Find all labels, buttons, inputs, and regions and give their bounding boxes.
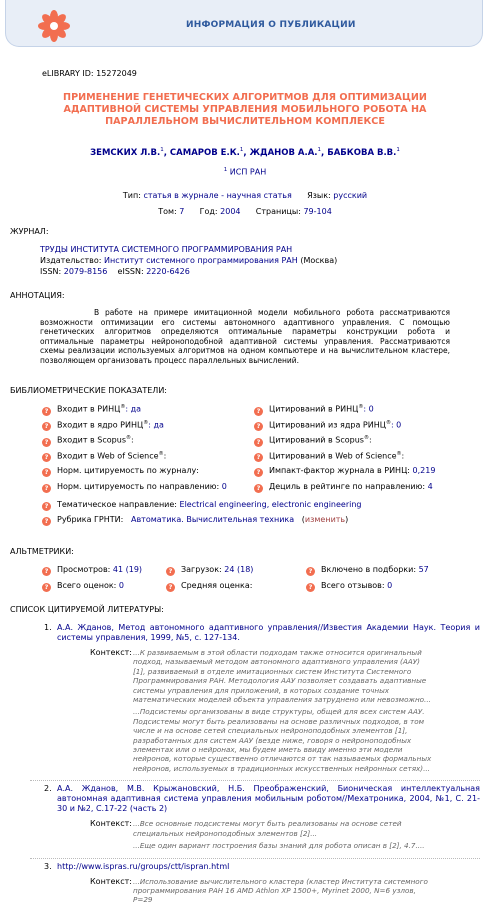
help-icon[interactable]: ?: [42, 517, 51, 526]
reference-item: 1. А.А. Жданов, Метод автономного адаптивного управления//Известия Академии Наук. Теория и системы управления, 1999, №5, с. 127-134. Контекст: ...К развиваемым в этой области подходам также относится оригинальный подход, называемый методом автономного адаптивного управления (ААУ) [1], развиваемый в отделе имитационных систем Института Системного Программирования РАН. Методология ААУ позволяет создавать адаптивные системы управления для приложений, в которых создание точных математических моделей объекта управления затруднено или невозможно... ...Подсистемы организованы в виде структуры, общей для всех систем ААУ. Подсистемы могут быть реализованы на основе различных подходов, в том числе и на основе сетей специальных нейроноподобных элементов [1], разработанных для систем ААУ (везде ниже, говоря о нейроноподобных элементах или о нейронах, мы будем иметь ввиду именно эти модели нейронов, которые существенно отличаются от так называемых формальных нейронов, используемых в традиционных искусственных нейронных сетях)...: [30, 623, 480, 776]
author-link[interactable]: БАБКОВА В.В.$^1$: [327, 147, 400, 158]
context-text: ...Еще один вариант построения базы знаний для робота описан в [2], 4.7....: [133, 841, 425, 851]
reference-context: Контекст: ...Использование вычислительного кластера (кластер Института системного программирования РАН 16 AMD Athlon XP 1500+, Myrinet 2000, N=6 узлов, P=29: [90, 877, 480, 908]
reference-context: Контекст: ...Все основные подсистемы могут быть реализованы на основе сетей специальных нейроноподобных элементов [2]... ...Еще один вариант построения базы знаний для робота описан в [2], 4.7....: [90, 819, 480, 853]
volume-value: 7: [179, 207, 185, 216]
metric-row: ? Входит в Web of Science®: ? Цитирований в Web of Science®:: [42, 451, 472, 467]
references-heading: СПИСОК ЦИТИРУЕМОЙ ЛИТЕРАТУРЫ:: [10, 605, 164, 614]
context-text: ...Использование вычислительного кластера (кластер Института системного программирования РАН 16 AMD Athlon XP 1500+, Myrinet 2000, N=6 узлов, P=29: [133, 876, 428, 905]
divider: [30, 858, 480, 859]
context-text: ...К развиваемым в этой области подходам также относится оригинальный подход, называемый методом автономного адаптивного управления (ААУ) [1], развиваемый в отделе имитационных систем Института Системного Программирования РАН. Методология ААУ позволяет создавать адаптивные системы управления для приложений, в которых создание точных математических моделей объекта управления затруднено или невозможно...: [133, 648, 431, 705]
page-header: [5, 0, 483, 47]
biblio-heading: БИБЛИОМЕТРИЧЕСКИЕ ПОКАЗАТЕЛИ:: [10, 386, 167, 395]
affiliation-link[interactable]: ИСП РАН: [229, 167, 267, 177]
author-link[interactable]: САМАРОВ Е.К.$^1$: [169, 147, 244, 158]
reference-item: 2. А.А. Жданов, М.В. Крыжановский, Н.Б. Преображенский, Бионическая интеллектуальная автономная адаптивная система управления мобильным роботом//Мехатроника, 2004, №1, С. 21-30 и №2, С.17-22 (часть 2) Контекст: ...Все основные подсистемы могут быть реализованы на основе сетей специальных нейроноподобных элементов [2]... ...Еще один вариант построения базы знаний для робота описан в [2], 4.7....: [30, 784, 480, 853]
help-icon[interactable]: ?: [42, 438, 51, 447]
help-icon[interactable]: ?: [254, 484, 263, 493]
reference-item: 3. http://www.ispras.ru/groups/ctt/ispran.html Контекст: ...Использование вычислительного кластера (кластер Института системного программирования РАН 16 AMD Athlon XP 1500+, Myrinet 2000, N=6 узлов, P=29: [30, 862, 480, 908]
year-value: 2004: [220, 207, 241, 216]
help-icon[interactable]: ?: [42, 453, 51, 462]
help-icon[interactable]: ?: [254, 468, 263, 477]
metric-row: ? Норм. цитируемость по направлению: 0 ? Дециль в рейтинге по направлению: 4: [42, 482, 472, 498]
help-icon[interactable]: ?: [166, 567, 175, 576]
altmetric-row: ? Просмотров: 41 (19) ? Загрузок: 24 (18) ? Включено в подборки: 57: [42, 565, 472, 581]
header-title: ИНФОРМАЦИЯ О ПУБЛИКАЦИИ: [186, 20, 356, 30]
elibrary-logo-icon: [38, 10, 70, 42]
help-icon[interactable]: ?: [306, 583, 315, 592]
pages-value: 79-104: [303, 207, 332, 216]
help-icon[interactable]: ?: [254, 422, 263, 431]
altmetrics-block: [42, 565, 472, 596]
author-link[interactable]: ЖДАНОВ А.А.$^1$: [249, 147, 322, 158]
reference-link[interactable]: http://www.ispras.ru/groups/ctt/ispran.html: [57, 861, 230, 871]
help-icon[interactable]: ?: [42, 407, 51, 416]
journal-heading: ЖУРНАЛ:: [10, 227, 49, 236]
metric-row: ? Входит в Scopus®: ? Цитирований в Scopus®:: [42, 435, 472, 451]
publication-title: ПРИМЕНЕНИЕ ГЕНЕТИЧЕСКИХ АЛГОРИТМОВ ДЛЯ ОПТИМИЗАЦИИ АДАПТИВНОЙ СИСТЕМЫ УПРАВЛЕНИЯ МОБИЛЬНОГО РОБОТА НА ПАРАЛЛЕЛЬНОМ ВЫЧИСЛИТЕЛЬНОМ КОМПЛЕКСЕ: [63, 92, 427, 127]
grnti-change-link[interactable]: изменить: [304, 515, 346, 525]
help-icon[interactable]: ?: [42, 422, 51, 431]
language-value: русский: [333, 191, 368, 200]
thematic-link[interactable]: Electrical engineering, electronic engineering: [179, 499, 362, 509]
help-icon[interactable]: ?: [42, 468, 51, 477]
affiliation: $^1$ ИСП РАН: [223, 167, 267, 177]
help-icon[interactable]: ?: [42, 567, 51, 576]
authors-list: ЗЕМСКИХ Л.В.$^1$, САМАРОВ Е.К.$^1$, ЖДАНОВ А.А.$^1$, БАБКОВА В.В.$^1$: [90, 147, 400, 158]
grnti-row: ? Рубрика ГРНТИ: Автоматика. Вычислительная техника (изменить): [42, 515, 472, 531]
help-icon[interactable]: ?: [254, 438, 263, 447]
help-icon[interactable]: ?: [42, 484, 51, 493]
help-icon[interactable]: ?: [166, 583, 175, 592]
metric-row: ? Входит в ядро РИНЦ®: да ? Цитирований из ядра РИНЦ®: 0: [42, 420, 472, 436]
annotation-text: В работе на примере имитационной модели мобильного робота рассматриваются возможности оптимизации его системы автономного адаптивного управления. С помощью генетических алгоритмов определяются оптимальные параметры конструкции робота и оптимальные параметры нейроноподобной адаптивной системы управления. Рассматриваются схемы реализации используемых алгоритмов на одном компьютере и на вычислительном кластере, позволяющем организовать процесс параллельных вычислений.: [40, 308, 450, 365]
altmetrics-heading: АЛЬТМЕТРИКИ:: [10, 547, 74, 556]
elibrary-id: eLIBRARY ID: 15272049: [42, 69, 137, 78]
annotation-heading: АННОТАЦИЯ:: [10, 291, 65, 300]
author-link[interactable]: ЗЕМСКИХ Л.В.$^1$: [90, 147, 164, 158]
publisher-link[interactable]: Институт системного программирования РАН: [104, 256, 298, 265]
reference-link[interactable]: А.А. Жданов, Метод автономного адаптивного управления//Известия Академии Наук. Теория и системы управления, 1999, №5, с. 127-134.: [57, 623, 480, 642]
help-icon[interactable]: ?: [42, 583, 51, 592]
biblio-metrics: [42, 404, 472, 531]
help-icon[interactable]: ?: [254, 453, 263, 462]
reference-link[interactable]: А.А. Жданов, М.В. Крыжановский, Н.Б. Преображенский, Бионическая интеллектуальная автономная адаптивная система управления мобильным роботом//Мехатроника, 2004, №1, С. 21-30 и №2, С.17-22 (часть 2): [57, 784, 480, 814]
metric-row: ? Норм. цитируемость по журналу: ? Импакт-фактор журнала в РИНЦ: 0,219: [42, 466, 472, 482]
pub-type-value: статья в журнале - научная статья: [143, 191, 292, 200]
thematic-row: ? Тематическое направление: Electrical engineering, electronic engineering: [42, 500, 472, 516]
references-list: [30, 623, 480, 912]
journal-name-link[interactable]: ТРУДЫ ИНСТИТУТА СИСТЕМНОГО ПРОГРАММИРОВАНИЯ РАН: [40, 245, 293, 254]
pub-type-row: Тип: статья в журнале - научная статья Язык: русский: [122, 191, 368, 200]
pub-volume-row: Том: 7 Год: 2004 Страницы: 79-104: [158, 207, 332, 216]
help-icon[interactable]: ?: [254, 407, 263, 416]
altmetric-row: ? Всего оценок: 0 ? Средняя оценка: ? Всего отзывов: 0: [42, 581, 472, 597]
metric-row: ? Входит в РИНЦ®: да ? Цитирований в РИНЦ®: 0: [42, 404, 472, 420]
journal-block: ТРУДЫ ИНСТИТУТА СИСТЕМНОГО ПРОГРАММИРОВАНИЯ РАН Издательство: Институт системного программирования РАН (Москва) ISSN: 2079-8156 eISSN: 2220-6426: [40, 245, 338, 276]
help-icon[interactable]: ?: [306, 567, 315, 576]
grnti-link[interactable]: Автоматика. Вычислительная техника: [130, 515, 295, 525]
context-text: ...Подсистемы организованы в виде структуры, общей для всех систем ААУ. Подсистемы могут быть реализованы на основе различных подходов, в том числе и на основе сетей специальных нейроноподобных элементов [1], разработанных для систем ААУ (везде ниже, говоря о нейроноподобных элементах или о нейронах, мы будем иметь ввиду именно эти модели нейронов, которые существенно отличаются от так называемых формальных нейронов, используемых в традиционных искусственных нейронных сетях)...: [133, 707, 432, 773]
help-icon[interactable]: ?: [42, 502, 51, 511]
reference-context: Контекст: ...К развиваемым в этой области подходам также относится оригинальный подход, называемый методом автономного адаптивного управления (ААУ) [1], развиваемый в отделе имитационных систем Института Системного Программирования РАН. Методология ААУ позволяет создавать адаптивные системы управления для приложений, в которых создание точных математических моделей объекта управления затруднено или невозможно... ...Подсистемы организованы в виде структуры, общей для всех систем ААУ. Подсистемы могут быть реализованы на основе различных подходов, в том числе и на основе сетей специальных нейроноподобных элементов [1], разработанных для систем ААУ (везде ниже, говоря о нейроноподобных элементах или о нейронах, мы будем иметь ввиду именно эти модели нейронов, которые существенно отличаются от так называемых формальных нейронов, используемых в традиционных искусственных нейронных сетях)...: [90, 648, 432, 773]
context-text: ...Все основные подсистемы могут быть реализованы на основе сетей специальных нейроноподобных элементов [2]...: [133, 819, 402, 838]
divider: [30, 780, 480, 781]
